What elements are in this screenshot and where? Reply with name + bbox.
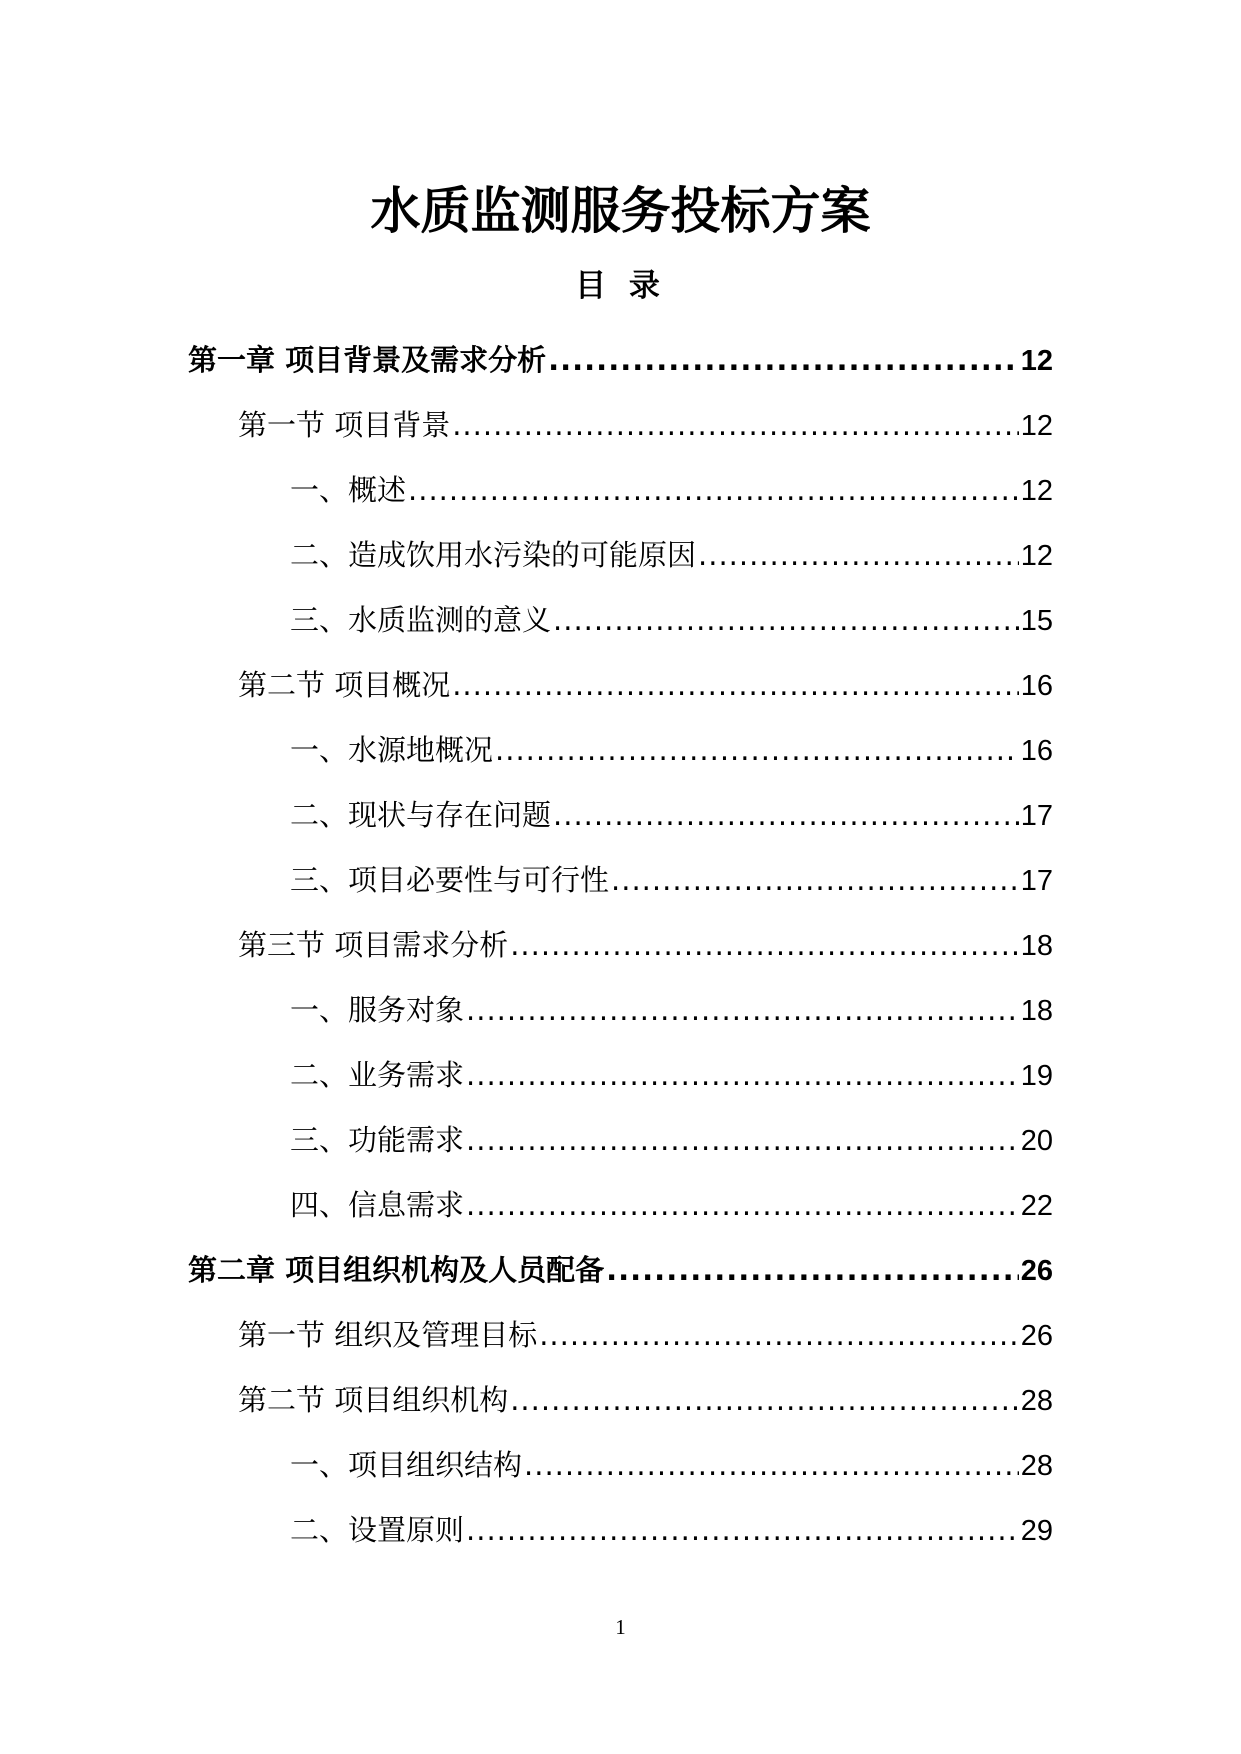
toc-dot-leader xyxy=(466,990,1019,1030)
toc-dot-leader xyxy=(548,340,1019,380)
toc-page-number: 12 xyxy=(1020,540,1053,572)
toc-page-number: 12 xyxy=(1020,345,1053,377)
toc-page-number: 19 xyxy=(1020,1060,1053,1092)
toc-entry[interactable] xyxy=(0,1498,1241,1563)
toc-entry[interactable] xyxy=(0,978,1241,1043)
toc-entry-text: 一、概述 xyxy=(290,473,407,507)
toc-dot-leader xyxy=(408,470,1019,510)
table-of-contents xyxy=(0,328,1241,1563)
toc-page-number: 20 xyxy=(1020,1125,1053,1157)
toc-entry-text: 第一节 组织及管理目标 xyxy=(238,1318,538,1352)
toc-entry[interactable] xyxy=(0,1238,1241,1303)
toc-entry[interactable] xyxy=(0,328,1241,393)
toc-entry[interactable] xyxy=(0,588,1241,653)
toc-dot-leader xyxy=(611,860,1019,900)
toc-dot-leader xyxy=(466,1120,1019,1160)
document-title: 水质监测服务投标方案 xyxy=(370,182,871,240)
toc-entry[interactable] xyxy=(0,1043,1241,1108)
toc-entry[interactable] xyxy=(0,848,1241,913)
toc-dot-leader xyxy=(495,730,1019,770)
toc-page-number: 15 xyxy=(1020,605,1053,637)
toc-entry-text: 一、项目组织结构 xyxy=(290,1448,523,1482)
toc-page-number: 28 xyxy=(1020,1450,1053,1482)
toc-entry-text: 四、信息需求 xyxy=(290,1188,465,1222)
toc-entry[interactable] xyxy=(0,653,1241,718)
toc-page-number: 16 xyxy=(1020,735,1053,767)
toc-entry[interactable] xyxy=(0,393,1241,458)
toc-entry-text: 三、水质监测的意义 xyxy=(290,603,552,637)
toc-page-number: 12 xyxy=(1020,410,1053,442)
toc-page-number: 18 xyxy=(1020,930,1053,962)
toc-entry-text: 一、水源地概况 xyxy=(290,733,494,767)
toc-dot-leader xyxy=(466,1510,1019,1550)
toc-heading: 目 录 xyxy=(575,268,666,304)
toc-page-number: 12 xyxy=(1020,475,1053,507)
toc-dot-leader xyxy=(539,1315,1019,1355)
toc-page-number: 17 xyxy=(1020,800,1053,832)
toc-entry[interactable] xyxy=(0,783,1241,848)
toc-entry-text: 三、项目必要性与可行性 xyxy=(290,863,610,897)
toc-dot-leader xyxy=(466,1055,1019,1095)
toc-entry[interactable] xyxy=(0,1303,1241,1368)
toc-dot-leader xyxy=(553,795,1019,835)
toc-entry-text: 二、业务需求 xyxy=(290,1058,465,1092)
toc-entry[interactable] xyxy=(0,1173,1241,1238)
toc-entry-text: 二、造成饮用水污染的可能原因 xyxy=(290,538,697,572)
toc-page-number: 26 xyxy=(1020,1320,1053,1352)
toc-entry-text: 第二章 项目组织机构及人员配备 xyxy=(188,1253,605,1287)
toc-entry[interactable] xyxy=(0,913,1241,978)
toc-page-number: 29 xyxy=(1020,1515,1053,1547)
toc-entry[interactable] xyxy=(0,1108,1241,1173)
toc-entry[interactable] xyxy=(0,718,1241,783)
toc-dot-leader xyxy=(510,925,1019,965)
toc-dot-leader xyxy=(510,1380,1019,1420)
toc-entry-text: 第一节 项目背景 xyxy=(238,408,451,442)
toc-page-number: 16 xyxy=(1020,670,1053,702)
toc-entry[interactable] xyxy=(0,1368,1241,1433)
toc-entry[interactable] xyxy=(0,1433,1241,1498)
toc-entry-text: 二、现状与存在问题 xyxy=(290,798,552,832)
toc-page-number: 17 xyxy=(1020,865,1053,897)
toc-entry-text: 第三节 项目需求分析 xyxy=(238,928,509,962)
toc-dot-leader xyxy=(524,1445,1019,1485)
toc-dot-leader xyxy=(452,405,1019,445)
toc-entry-text: 一、服务对象 xyxy=(290,993,465,1027)
toc-entry-text: 第一章 项目背景及需求分析 xyxy=(188,343,547,377)
toc-entry-text: 三、功能需求 xyxy=(290,1123,465,1157)
toc-page-number: 18 xyxy=(1020,995,1053,1027)
toc-entry-text: 第二节 项目概况 xyxy=(238,668,451,702)
toc-entry[interactable] xyxy=(0,523,1241,588)
toc-page-number: 28 xyxy=(1020,1385,1053,1417)
toc-page-number: 26 xyxy=(1020,1255,1053,1287)
toc-dot-leader xyxy=(466,1185,1019,1225)
toc-entry-text: 二、设置原则 xyxy=(290,1513,465,1547)
toc-entry-text: 第二节 项目组织机构 xyxy=(238,1383,509,1417)
toc-dot-leader xyxy=(553,600,1019,640)
toc-dot-leader xyxy=(698,535,1019,575)
page-number: 1 xyxy=(615,1615,626,1639)
toc-dot-leader xyxy=(606,1250,1019,1290)
toc-entry[interactable] xyxy=(0,458,1241,523)
toc-page-number: 22 xyxy=(1020,1190,1053,1222)
toc-dot-leader xyxy=(452,665,1019,705)
